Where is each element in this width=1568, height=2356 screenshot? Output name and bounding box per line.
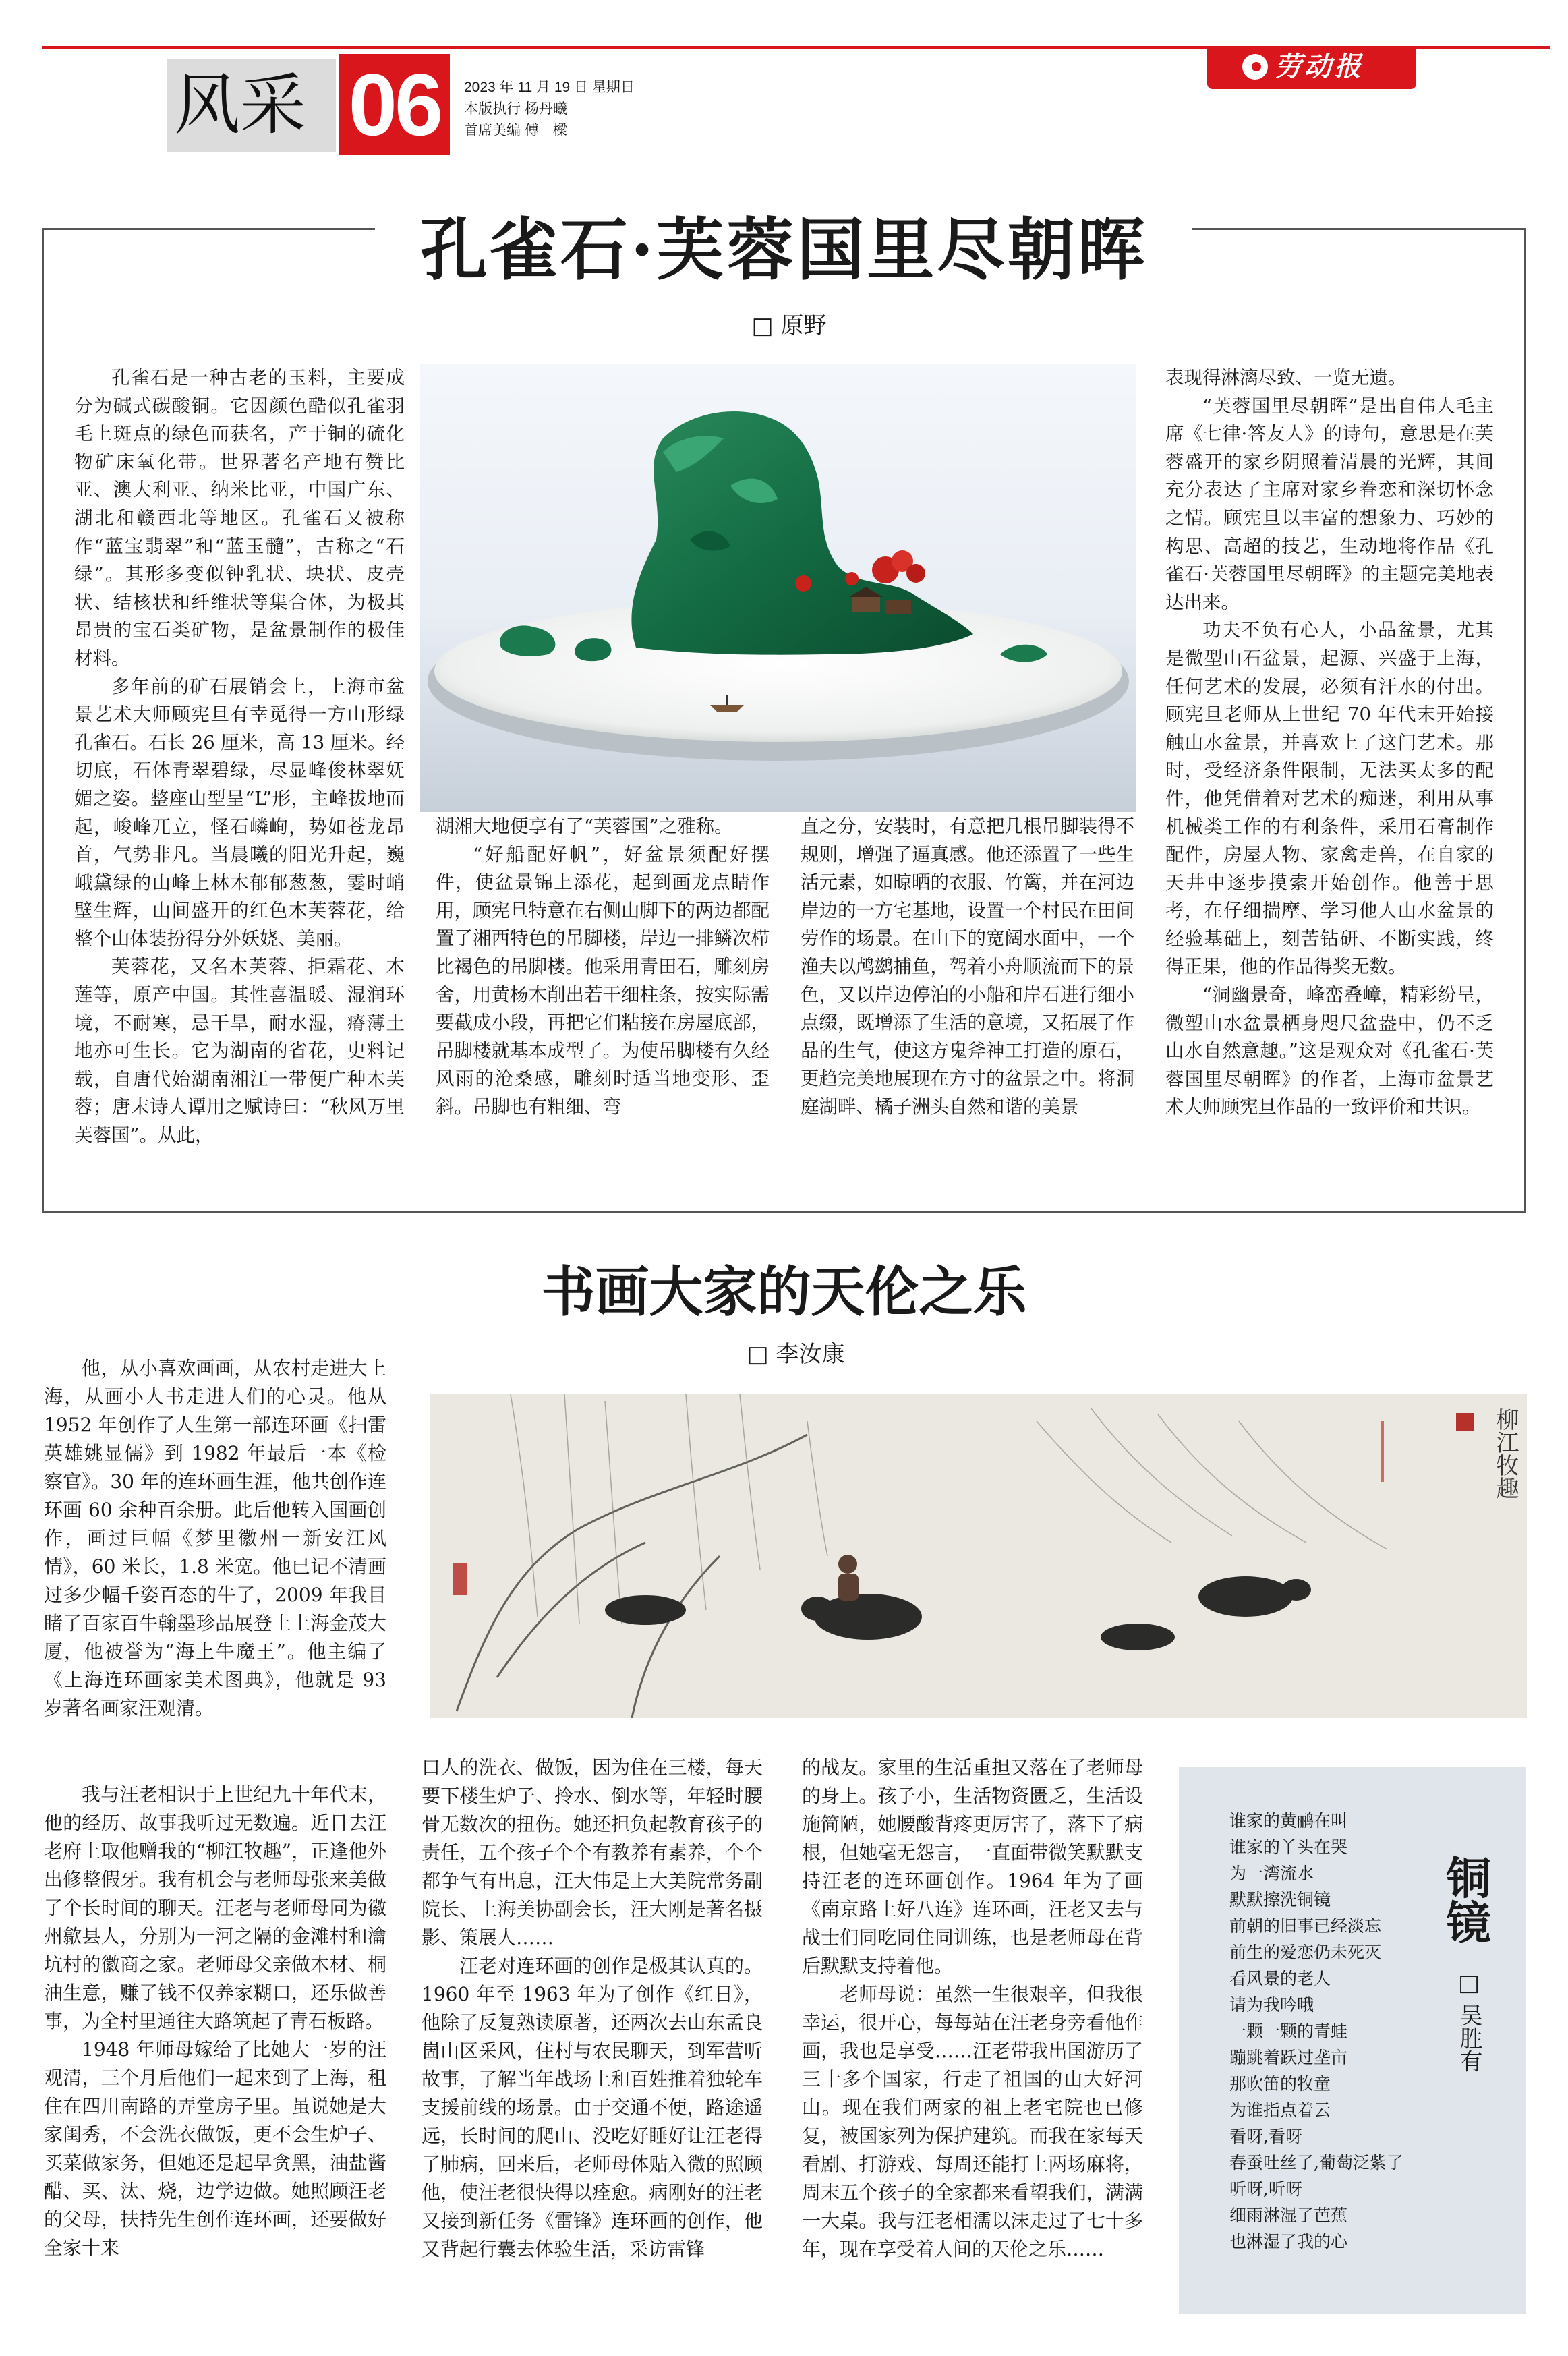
poem-line: 那吹笛的牧童: [1229, 2074, 1331, 2094]
article1-frame-top-left: [42, 228, 375, 230]
article2-para: 汪老对连环画的创作是极其认真的。1960 年至 1963 年为了创作《红日》，他除了反复熟读原著，还两次去山东孟良崮山区采风，住村与农民聊天，到军营听故事，了解当年战场上和百姓推着独轮车支援前线的场景。由于交通不便，路途遥远，长时间的爬山、没吃好睡好让汪老得了肺病，回来后，老师母体贴入微的照顾他，使汪老很快得以痊愈。病刚好的汪老又接到新任务《雷锋》连环画的创作，他又背起行囊去体验生活，采访雷锋: [422, 1955, 763, 2260]
poem-line: 也淋湿了我的心: [1229, 2232, 1348, 2251]
issue-date: 2023 年 11 月 19 日 星期日: [464, 80, 635, 95]
logo-mark-dot: [1252, 62, 1261, 71]
article2-col2: [422, 1754, 763, 2264]
masthead-logo: [1207, 46, 1416, 89]
poem-line: 春蚕吐丝了,葡萄泛紫了: [1229, 2153, 1403, 2173]
article1-para: “好船配好帆”，好盆景须配好摆件，使盆景锦上添花，起到画龙点睛作用，顾宪旦特意在右侧山脚下的两边都配置了湘西特色的吊脚楼，岸边一排鳞次栉比褐色的吊脚楼。他采用青田石，雕刻房舍，用黄杨木削出若干细柱条，按实际需要截成小段，再把它们粘接在房屋底部，吊脚楼就基本成型了。为使吊脚楼有久经风雨的沧桑感，雕刻时适当地变形、歪斜。吊脚也有粗细、弯: [436, 843, 770, 1118]
poem-line: 蹦跳着跃过垄亩: [1229, 2048, 1348, 2067]
poem-line: 谁家的黄鹂在叫: [1229, 1811, 1348, 1831]
article1-col4: [1165, 364, 1494, 1122]
poem-line: 听呀,听呀: [1229, 2179, 1302, 2199]
article2-para: 口人的洗衣、做饭，因为住在三楼，每天要下楼生炉子、拎水、倒水等，年轻时腰骨无数次的扭伤。她还担负起教育孩子的责任，五个孩子个个有教养有素养，个个都争气有出息，汪大伟是上大美院常务副院长、上海美协副会长，汪大刚是著名摄影、策展人……: [422, 1756, 763, 1949]
article1-frame-top-right: [1192, 228, 1526, 230]
article2-para: 的战友。家里的生活重担又落在了老师母的身上。孩子小，生活物资匮乏，生活设施简陋，她腰酸背疼更厉害了，落下了病根，但她毫无怨言，一直面带微笑默默支持汪老的连环画创作。1964 年为了画《南京路上好八连》连环画，汪老又去与战士们同吃同住同训练，也是老师母在背后默默支持着他。: [802, 1756, 1143, 1977]
painting-seal-stamp: [453, 1563, 467, 1595]
article1-para: 多年前的矿石展销会上，上海市盆景艺术大师顾宪旦有幸觅得一方山形绿孔雀石。石长 26 厘米，高 13 厘米。经切底，石体青翠碧绿，尽显峰俊林翠妩媚之姿。整座山型呈“L”形，主峰拔地而起，峻峰兀立，怪石嶙峋，势如苍龙昂首，气势非凡。当晨曦的阳光升起，巍峨黛绿的山峰上林木郁郁葱葱，霎时峭壁生辉，山间盛开的红色木芙蓉花，给整个山体装扮得分外妖娆、美丽。: [74, 675, 405, 950]
poem-line: 为谁指点着云: [1229, 2100, 1331, 2120]
article2-byline: □ 李汝康: [747, 1341, 845, 1368]
painting-seal-stamp: [1456, 1413, 1474, 1431]
article2-para: 1948 年师母嫁给了比她大一岁的汪观清，三个月后他们一起来到了上海，租住在四川南路的弄堂房子里。虽说她是大家闺秀，不会洗衣做饭，更不会生炉子、买菜做家务，但她还是起早贪黑，油盐酱醋、买、汰、烧，边学边做。她照顾汪老的父母，扶持先生创作连环画，还要做好全家十来: [44, 2038, 386, 2259]
poem-box: [1179, 1767, 1526, 2314]
poem-line: 默默擦洗铜镜: [1229, 1890, 1331, 1909]
article1-para: 湖湘大地便享有了“芙蓉国”之雅称。: [436, 815, 733, 837]
article1-para: 芙蓉花，又名木芙蓉、拒霜花、木莲等，原产中国。其性喜温暖、湿润环境，不耐寒，忌干旱，耐水湿，瘠薄土地亦可生长。它为湖南的省花，史料记载，自唐代始湖南湘江一带便广种木芙蓉；唐末诗人谭用之赋诗曰：“秋风万里芙蓉国”。从此，: [74, 956, 405, 1147]
article1-col2: [436, 813, 770, 1122]
article2-col1b: [44, 1781, 386, 2262]
poem-line: 前朝的旧事已经淡忘: [1229, 1916, 1382, 1936]
poem-line: 看呀,看呀: [1229, 2127, 1302, 2146]
article1-para: 直之分，安装时，有意把几根吊脚装得不规则，增强了逼真感。他还添置了一些生活元素，如晾晒的衣服、竹篱，并在河边岸边的一方宅基地，设置一个村民在田间劳作的场景。在山下的宽阔水面中，一个渔夫以鸬鹚捕鱼，驾着小舟顺流而下的景色，又以岸边停泊的小船和岸石进行细小点缀，既增添了生活的意境，又拓展了作品的生气，使这方鬼斧神工打造的原石，更趋完美地展现在方寸的盆景之中。将洞庭湖畔、橘子洲头自然和谐的美景: [801, 815, 1134, 1118]
article1-para: “洞幽景奇，峰峦叠嶂，精彩纷呈，微塑山水盆景栖身咫尺盆盎中，仍不乏山水自然意趣。”这是观众对《孔雀石·芙蓉国里尽朝晖》的作者，上海市盆景艺术大师顾宪旦作品的一致评价和共识。: [1165, 984, 1494, 1118]
poem-line: 为一湾流水: [1229, 1864, 1314, 1883]
page-editor: 本版执行 杨丹曦: [464, 101, 567, 117]
article1-col3: [801, 813, 1134, 1122]
poem-line: 前生的爱恋仍未死灭: [1229, 1943, 1382, 1962]
article2-col1a: [44, 1354, 386, 1723]
article1-title: 孔雀石·芙蓉国里尽朝晖: [419, 210, 1148, 289]
article2-col3: [802, 1754, 1143, 2264]
article1-para: 表现得淋漓尽致、一览无遗。: [1165, 367, 1407, 389]
ink-painting: [430, 1394, 1527, 1718]
poem-line: 请为我吟哦: [1229, 1995, 1314, 2015]
article1-para: 孔雀石是一种古老的玉料，主要成分为碱式碳酸铜。它因颜色酷似孔雀羽毛上斑点的绿色而获名，产于铜的硫化物矿床氧化带。世界著名产地有赞比亚、澳大利亚、纳米比亚，中国广东、湖北和赣西北等地区。孔雀石又被称作“蓝宝翡翠”和“蓝玉髓”，古称之“石绿”。其形多变似钟乳状、块状、皮壳状、结核状和纤维状等集合体，为极其昂贵的宝石类矿物，是盆景制作的极佳材料。: [74, 367, 405, 669]
poem-line: 谁家的丫头在哭: [1229, 1837, 1348, 1857]
article1-para: “芙蓉国里尽朝晖”是出自伟人毛主席《七律·答友人》的诗句，意思是在芙蓉盛开的家乡阴照着清晨的光辉，其间充分表达了主席对家乡眷恋和深切怀念之情。顾宪旦以丰富的想象力、巧妙的构思、高超的技艺，生动地将作品《孔雀石·芙蓉国里尽朝晖》的主题完美地表达出来。: [1165, 395, 1494, 613]
article2-para: 他，从小喜欢画画，从农村走进大上海，从画小人书走进人们的心灵。他从 1952 年创作了人生第一部连环画《扫雷英雄姚显儒》到 1982 年最后一本《检察官》。30 年的连环画生涯，他共创作连环画 60 余种百余册。此后他转入国画创作，画过巨幅《梦里徽州一新安江风情》，60 米长，1.8 米宽。他已记不清画过多少幅千姿百态的牛了，2009 年我目睹了百家百牛翰墨珍品展登上上海金茂大厦，他被誉为“海上牛魔王”。他主编了《上海连环画家美术图典》，他就是 93 岁著名画家汪观清。: [44, 1357, 386, 1719]
article2-para: 老师母说：虽然一生很艰辛，但我很幸运，很开心，每每站在汪老身旁看他作画，我也是享受……汪老带我出国游历了三十多个国家，行走了祖国的山大好河山。现在我们两家的祖上老宅院也已修复，被国家列为保护建筑。而我在家每天看剧、打游戏、每周还能打上两场麻将，周末五个孩子的全家都来看望我们，满满一大桌。我与汪老相濡以沫走过了七十多年，现在享受着人间的天伦之乐……: [802, 1983, 1143, 2260]
article2-title: 书画大家的天伦之乐: [541, 1260, 1027, 1323]
painting-inscription: 柳江牧趣: [1492, 1408, 1519, 1499]
paper-name: 劳动报: [1275, 51, 1364, 82]
poem-line: 看风景的老人: [1229, 1969, 1331, 1988]
malachite-landscape-illustration: [420, 364, 1136, 812]
article1-para: 功夫不负有心人，小品盆景，尤其是微型山石盆景，起源、兴盛于上海，任何艺术的发展，必须有汗水的付出。顾宪旦老师从上世纪 70 年代末开始接触山水盆景，并喜欢上了这门艺术。那时，受经济条件限制，无法买太多的配件，他凭借着对艺术的痴迷，利用从事机械类工作的有利条件，采用石膏制作配件，房屋人物、家禽走兽，在自家的天井中逐步摸索开始创作。他善于思考，在仔细揣摩、学习他人山水盆景的经验基础上，刻苦钻研、不断实践，终得正果，他的作品得奖无数。: [1165, 619, 1494, 978]
herd-boy: [838, 1555, 859, 1601]
article2-para: 我与汪老相识于上世纪九十年代末，他的经历、故事我听过无数遍。近日去汪老府上取他赠我的“柳江牧趣”，正逢他外出修整假牙。我有机会与老师母张来美做了个长时间的聊天。汪老与老师母同为徽州歙县人，分别为一河之隔的金滩村和瀹坑村的徽商之家。老师母父亲做木材、桐油生意，赚了钱不仅养家糊口，还乐做善事，为全村里通往大路筑起了青石板路。: [44, 1783, 386, 2032]
poem-lines: [1229, 1808, 1452, 2255]
willow-buffalo-illustration: [430, 1394, 1527, 1718]
poem-line: 一颗一颗的青蛙: [1229, 2021, 1348, 2041]
page-designer: 首席美编 傅 樑: [464, 123, 567, 138]
poem-line: 细雨淋湿了芭蕉: [1229, 2206, 1348, 2225]
poem-title: 铜镜: [1439, 1855, 1491, 1944]
section-name: 风采: [174, 67, 307, 144]
article1-byline: □ 原野: [751, 312, 827, 339]
article1-col1: [74, 364, 405, 1150]
page-number: 06: [339, 54, 450, 155]
poem-author: □ 吴胜有: [1455, 1970, 1482, 2073]
bonsai-photo: [420, 364, 1136, 812]
